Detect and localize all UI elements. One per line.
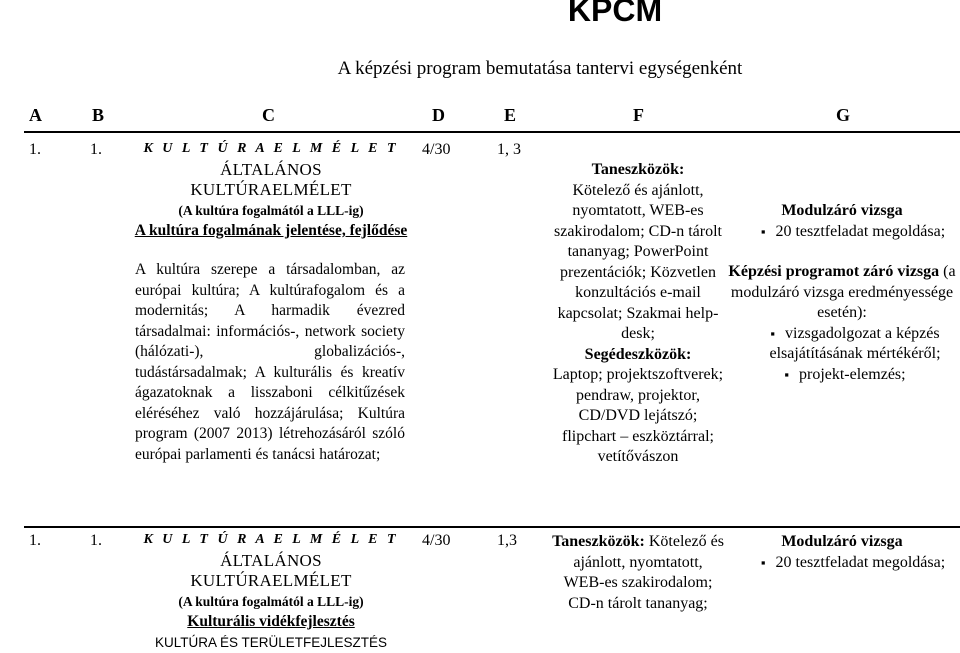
col-header-c: C <box>262 105 275 126</box>
cell-a: 1. <box>29 532 41 550</box>
g-item: ▪ vizsgadolgozat a képzés elsajátításának mértékéről; <box>728 324 956 365</box>
topic-body: A kultúra szerepe a társadalomban, az európai kultúra; A kultúrafogalom és a modernitás; A harmadik évezred társadalmai: információs-, network society (hálózati-), globalizációs-, tudástársadalmak; A kulturális és kreatív ágazatoknak a lisszaboni célkitűzések eléréséhez való hozzájárulása; Kultúra program (2007 2013) létrehozásáról szóló európai parlamenti és tanácsi határozat; <box>135 260 405 465</box>
g-item: ▪ 20 tesztfeladat megoldása; <box>728 553 956 574</box>
f-block <box>552 532 724 614</box>
col-header-b: B <box>92 105 104 126</box>
col-header-e: E <box>504 105 516 126</box>
cell-b: 1. <box>90 532 102 550</box>
cell-d: 4/30 <box>422 532 450 550</box>
cell-c <box>130 530 412 653</box>
page-title: KPCM <box>0 0 960 29</box>
g-label-zaro: Képzési programot záró vizsga <box>728 263 939 280</box>
g-zaro-block <box>728 262 956 324</box>
module-line1: ÁLTALÁNOS <box>130 551 412 572</box>
topic-upper: KULTÚRA ÉS TERÜLETFEJLESZTÉS <box>130 633 412 653</box>
cell-d: 4/30 <box>422 141 450 159</box>
module-title: K U L T Ú R A E L M É L E T <box>130 139 412 160</box>
cell-c <box>130 139 412 242</box>
cell-g <box>728 201 956 385</box>
f-label-taneszkozok: Taneszközök: <box>552 160 724 181</box>
f-text-taneszkozok: Kötelező és ajánlott, nyomtatott, WEB-es szakirodalom; CD-n tárolt tananyag; PowerPoint prezentációk; Közvetlen konzultációs e-mail kapcsolat; Szakmai help-desk; <box>552 181 724 345</box>
cell-f <box>552 532 724 614</box>
module-line2: KULTÚRAELMÉLET <box>130 571 412 592</box>
f-text-taneszkozok: Kötelező és ajánlott, nyomtatott, WEB-es szakirodalom; CD-n tárolt tananyag; <box>564 533 724 612</box>
module-sub: (A kultúra fogalmától a LLL-ig) <box>130 201 412 222</box>
col-header-d: D <box>432 105 445 126</box>
page-subtitle: A képzési program bemutatása tantervi egységenként <box>0 58 960 80</box>
module-sub: (A kultúra fogalmától a LLL-ig) <box>130 592 412 613</box>
col-header-f: F <box>633 105 644 126</box>
f-text-segedeszkozok: Laptop; projektszoftverek; pendraw, projektor, CD/DVD lejátszó; flipchart – eszköztárral; vetítővászon <box>552 365 724 468</box>
f-label-taneszkozok: Taneszközök: <box>552 533 645 550</box>
header-rule <box>24 131 960 133</box>
cell-f <box>552 160 724 468</box>
g-label-modulzaro: Modulzáró vizsga <box>728 201 956 222</box>
g-text-zaro: (a modulzáró vizsga eredményessége esetén): <box>731 263 956 321</box>
module-line1: ÁLTALÁNOS <box>130 160 412 181</box>
col-header-g: G <box>836 105 850 126</box>
f-label-segedeszkozok: Segédeszközök: <box>552 345 724 366</box>
col-header-a: A <box>29 105 42 126</box>
cell-b: 1. <box>90 141 102 159</box>
g-item: ▪ 20 tesztfeladat megoldása; <box>728 222 956 243</box>
cell-g <box>728 532 956 573</box>
module-title: K U L T Ú R A E L M É L E T <box>130 530 412 551</box>
topic-title: Kulturális vidékfejlesztés <box>130 612 412 633</box>
g-item: ▪ projekt-elemzés; <box>728 365 956 386</box>
cell-e: 1,3 <box>497 532 517 550</box>
topic-title: A kultúra fogalmának jelentése, fejlődése <box>130 221 412 242</box>
cell-a: 1. <box>29 141 41 159</box>
row-rule <box>24 526 960 528</box>
g-label-modulzaro: Modulzáró vizsga <box>728 532 956 553</box>
module-line2: KULTÚRAELMÉLET <box>130 180 412 201</box>
cell-e: 1, 3 <box>497 141 521 159</box>
